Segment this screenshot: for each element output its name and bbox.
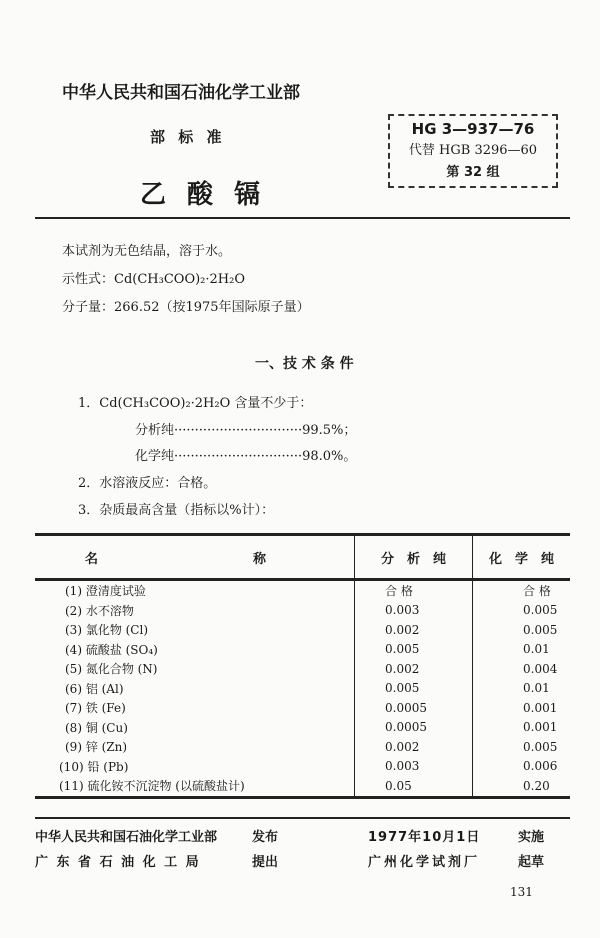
ar-value: 0.005	[355, 679, 473, 699]
header-name	[35, 535, 355, 580]
header-cp: 化 学 纯	[473, 535, 571, 580]
ar-value: 0.0005	[355, 718, 473, 738]
item-2: 2．水溶液反应：合格。	[78, 476, 217, 491]
cp-value: 0.004	[473, 659, 571, 679]
implement-label: 实施	[518, 830, 545, 845]
impurity-name: (11) 硫化铵不沉淀物 (以硫酸盐计)	[35, 776, 355, 797]
impurity-name: (9) 锌 (Zn)	[65, 740, 128, 755]
item-1: 1．Cd(CH₃COO)₂·2H₂O 含量不少于：	[78, 396, 313, 411]
intro-line: 分子量：266.52（按1975年国际原子量）	[62, 300, 310, 315]
table-row	[35, 659, 570, 679]
draft-label: 起草	[518, 855, 545, 870]
impurity-name: (8) 铜 (Cu)	[65, 720, 128, 735]
cp-value: 0.01	[473, 640, 571, 660]
table-row	[35, 620, 570, 640]
item-1-cp: 化学纯·······························98.0%。	[135, 449, 357, 464]
standard-type: 部 标 准	[150, 128, 226, 146]
product-title: 乙 酸 镉	[140, 180, 267, 210]
table-row	[35, 718, 570, 738]
cp-value: 0.006	[473, 757, 571, 777]
table-row	[35, 679, 570, 699]
group-number: 第 32 组	[446, 165, 500, 180]
table-row	[35, 601, 570, 621]
table-row	[35, 698, 570, 718]
cp-value: 合 格	[473, 580, 571, 601]
drafter: 广州化学试剂厂	[368, 855, 481, 870]
standard-code: HG 3—937—76	[411, 120, 535, 138]
ar-value: 合 格	[355, 580, 473, 601]
header-name-right: 称	[253, 551, 267, 567]
cp-value: 0.001	[473, 698, 571, 718]
impurity-name: (6) 铝 (Al)	[65, 681, 124, 696]
impurity-name: (3) 氯化物 (Cl)	[65, 623, 149, 638]
impurity-name: (5) 氮化合物 (N)	[65, 662, 158, 677]
propose-label: 提出	[252, 855, 279, 870]
issuer: 中华人民共和国石油化学工业部	[35, 830, 218, 845]
item-3: 3．杂质最高含量（指标以%计）：	[78, 503, 275, 518]
ar-value: 0.002	[355, 659, 473, 679]
cp-value: 0.005	[473, 737, 571, 757]
ar-value: 0.005	[355, 640, 473, 660]
implementation-date: 1977年10月1日	[368, 830, 481, 845]
cp-value: 0.01	[473, 679, 571, 699]
cp-value: 0.005	[473, 601, 571, 621]
item-1-ar: 分析纯·······························99.5%；	[135, 423, 357, 438]
footer-divider	[35, 817, 570, 819]
cp-value: 0.001	[473, 718, 571, 738]
issue-label: 发布	[252, 830, 279, 845]
page-number: 131	[510, 885, 533, 899]
cp-value: 0.005	[473, 620, 571, 640]
table-row	[35, 776, 570, 797]
ar-value: 0.002	[355, 620, 473, 640]
ar-value: 0.003	[355, 757, 473, 777]
ar-value: 0.0005	[355, 698, 473, 718]
impurity-name: (1) 澄清度试验	[65, 584, 146, 599]
intro-line: 示性式：Cd(CH₃COO)₂·2H₂O	[62, 272, 245, 287]
ministry-title: 中华人民共和国石油化学工业部	[62, 83, 300, 103]
header-ar: 分 析 纯	[355, 535, 473, 580]
impurity-name: (7) 铁 (Fe)	[65, 701, 126, 716]
ar-value: 0.003	[355, 601, 473, 621]
intro-line: 本试剂为无色结晶，溶于水。	[62, 244, 232, 259]
table-row	[35, 737, 570, 757]
ar-value: 0.002	[355, 737, 473, 757]
table-row	[35, 757, 570, 777]
impurity-name: (10) 铅 (Pb)	[59, 759, 129, 774]
table-row	[35, 640, 570, 660]
standard-code-box	[388, 114, 558, 188]
header-name-left: 名	[85, 551, 99, 567]
cp-value: 0.20	[473, 776, 571, 797]
impurity-name: (2) 水不溶物	[65, 603, 134, 618]
impurity-name: (4) 硫酸盐 (SO₄)	[65, 642, 158, 657]
replaces-code: 代替 HGB 3296—60	[408, 143, 538, 158]
section-title: 一、技 术 条 件	[255, 356, 354, 372]
header-divider	[35, 217, 570, 219]
ar-value: 0.05	[355, 776, 473, 797]
proposer: 广 东 省 石 油 化 工 局	[35, 855, 201, 870]
table-row	[35, 580, 570, 601]
impurity-table	[35, 533, 570, 799]
